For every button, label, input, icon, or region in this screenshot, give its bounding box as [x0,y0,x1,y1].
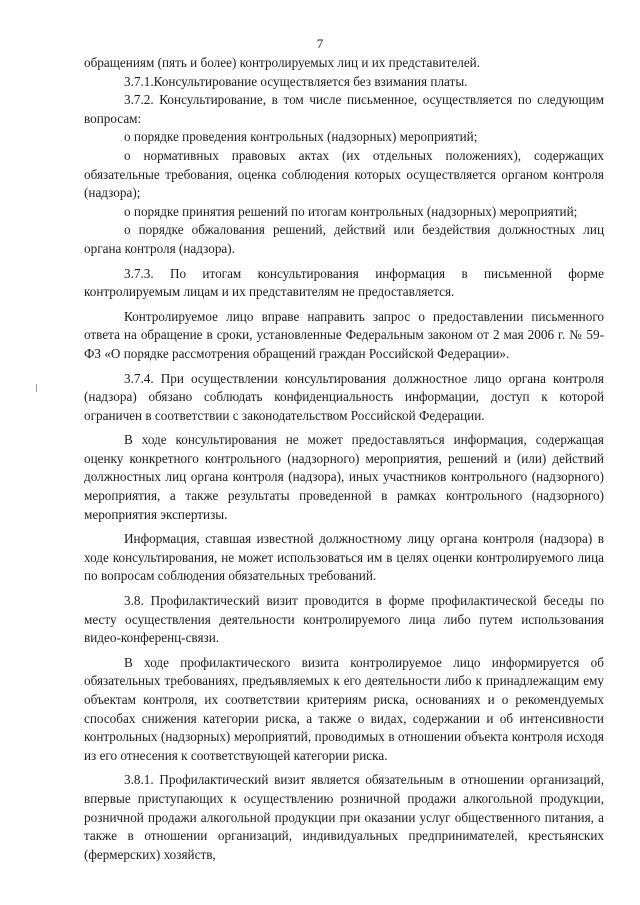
list-item-appeals: о порядке обжалования решений, действий или бездействия должностных лиц органа контроля (надзора). [84,222,604,256]
paragraph-3-8-1: 3.8.1. Профилактический визит является обязательным в отношении организаций, впервые приступающих к осуществлению розничной продажи алкогольной продукции, розничной продажи алкогольной продукции при оказании услуг общественного питания, а также в отношении организаций, индивидуальных предпринимателей, крестьянских (фермерских) хозяйств, [84,772,604,862]
paragraph-3-8: 3.8. Профилактический визит проводится в форме профилактической беседы по месту осуществления деятельности контролируемого лица либо путем использования видео-конференц-связи. [84,593,604,646]
document-body [84,54,604,864]
margin-mark [36,384,37,392]
list-item-decisions: о порядке принятия решений по итогам контрольных (надзорных) мероприятий; [124,203,578,219]
paragraph-3-7-1: 3.7.1.Консультирование осуществляется без взимания платы. [124,73,468,89]
list-item-legal-acts: о нормативных правовых актах (их отдельных положениях), содержащих обязательные требования, оценка соблюдения которых осуществляется органом контроля (надзора); [84,147,604,201]
list-item-procedure: о порядке проведения контрольных (надзорных) мероприятий; [124,129,478,145]
paragraph-3-7-4: 3.7.4. При осуществлении консультирования должностное лицо органа контроля (надзора) обязано соблюдать конфиденциальность информации, доступ к которой ограничен в соответствии с законодательством Российской Федерации. [84,370,604,423]
page-number: 7 [316,36,324,51]
paragraph-3-7-3: 3.7.3. По итогам консультирования информация в письменной форме контролируемым лицам и их представителям не предоставляется. [84,265,604,300]
paragraph-continuation: обращениям (пять и более) контролируемых лиц и их представителей. [84,55,481,70]
paragraph-restrictions: В ходе консультирования не может предоставляться информация, содержащая оценку конкретного контрольного (надзорного) мероприятия, решений и (или) действий должностных лиц органа контроля (надзора), иных участников контрольного (надзорного) мероприятия, а также результаты проведенной в рамках контрольного (надзорного) мероприятия экспертизы. [84,432,604,522]
paragraph-3-7-2: 3.7.2. Консультирование, в том числе письменное, осуществляется по следующим вопросам: [84,92,604,126]
paragraph-information: Информация, ставшая известной должностному лицу органа контроля (надзора) в ходе консультирования, не может использоваться им в целях оценки контролируемого лица по вопросам соблюдения обязательных требований. [84,531,604,584]
paragraph-visit-info: В ходе профилактического визита контролируемое лицо информируется об обязательных требованиях, предъявляемых к его деятельности либо к принадлежащим ему объектам контроля, их соответствии критериям риска, основаниях и о рекомендуемых способах снижения категории риска, а также о видах, содержании и об интенсивности контрольных (надзорных) мероприятий, проводимых в отношении объекта контроля исходя из его отнесения к соответствующей категории риска. [84,654,604,763]
paragraph-request: Контролируемое лицо вправе направить запрос о предоставлении письменного ответа на обращение в сроки, установленные Федеральным законом от 2 мая 2006 г. № 59-ФЗ «О порядке рассмотрения обращений граждан Российской Федерации». [84,308,604,361]
